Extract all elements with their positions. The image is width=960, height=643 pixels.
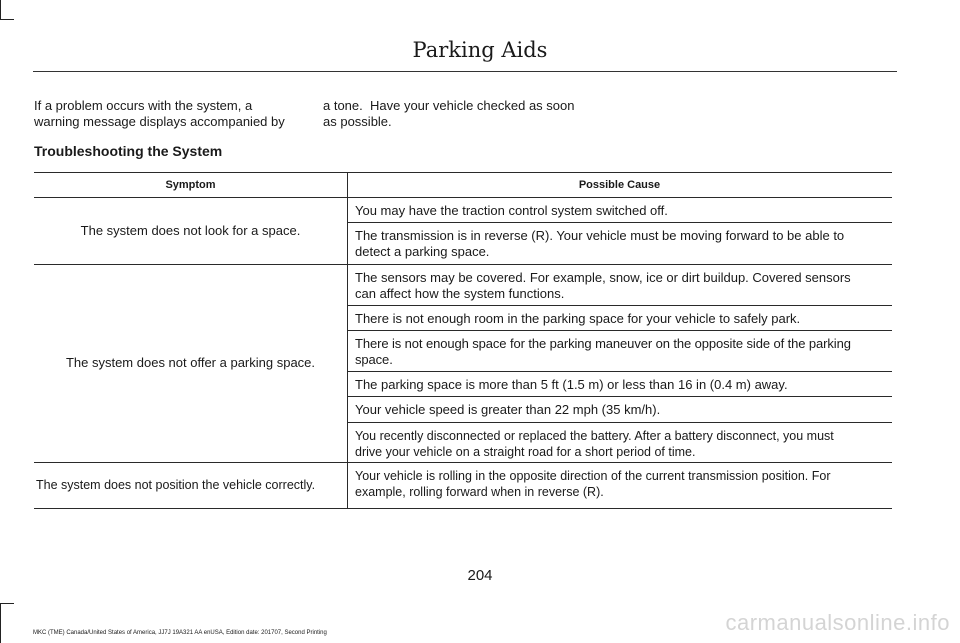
table-rule <box>34 197 892 198</box>
table-cause-cell: The parking space is more than 5 ft (1.5 m) or less than 16 in (0.4 m) away. <box>355 377 788 392</box>
table-rule <box>347 305 892 306</box>
footer-text: MKC (TME) Canada/United States of America, JJ7J 19A321 AA enUSA, Edition date: 201707, Second Printing <box>33 630 327 636</box>
crop-mark <box>0 0 1 20</box>
page-number: 204 <box>467 567 493 584</box>
table-cause-cell: Your vehicle is rolling in the opposite direction of the current transmission position. For example, rolling forward when in reverse (R). <box>355 469 831 499</box>
table-rule <box>34 264 892 265</box>
table-cause-cell: The transmission is in reverse (R). Your vehicle must be moving forward to be able to detect a parking space. <box>355 228 845 259</box>
header-rule <box>33 71 897 72</box>
section-heading: Troubleshooting the System <box>34 143 223 159</box>
table-cause-cell: Your vehicle speed is greater than 22 mph (35 km/h). <box>355 402 661 417</box>
table-symptom-cell: The system does not position the vehicle correctly. <box>36 478 316 492</box>
table-symptom-cell: The system does not look for a space. <box>80 223 301 238</box>
table-rule <box>347 371 892 372</box>
crop-mark <box>0 19 14 20</box>
table-rule <box>347 330 892 331</box>
table-header-cause: Possible Cause <box>578 179 661 191</box>
table-rule <box>347 396 892 397</box>
page-title: Parking Aids <box>412 38 548 62</box>
table-cause-cell: There is not enough space for the parking maneuver on the opposite side of the parking space. <box>355 336 851 367</box>
table-cause-cell: There is not enough room in the parking space for your vehicle to safely park. <box>355 311 801 326</box>
table-column-divider <box>347 172 348 509</box>
table-symptom-cell: The system does not offer a parking space. <box>65 355 316 370</box>
intro-text-left: If a problem occurs with the system, a warning message displays accompanied by <box>34 98 285 129</box>
table-cause-cell: You recently disconnected or replaced the battery. After a battery disconnect, you must drive your vehicle on a straight road for a short period of time. <box>355 429 834 459</box>
table-rule <box>34 508 892 509</box>
crop-mark <box>0 603 1 643</box>
table-header-symptom: Symptom <box>165 179 216 191</box>
table-rule <box>34 462 892 463</box>
crop-mark <box>0 603 14 604</box>
table-rule <box>347 422 892 423</box>
intro-text-right: a tone. Have your vehicle checked as soon as possible. <box>323 98 575 129</box>
watermark: carmanualsonline.info <box>725 610 950 635</box>
table-rule <box>34 172 892 173</box>
table-cause-cell: The sensors may be covered. For example, snow, ice or dirt buildup. Covered sensors can affect how the system functions. <box>355 270 851 301</box>
table-cause-cell: You may have the traction control system switched off. <box>355 203 668 218</box>
table-rule <box>347 222 892 223</box>
